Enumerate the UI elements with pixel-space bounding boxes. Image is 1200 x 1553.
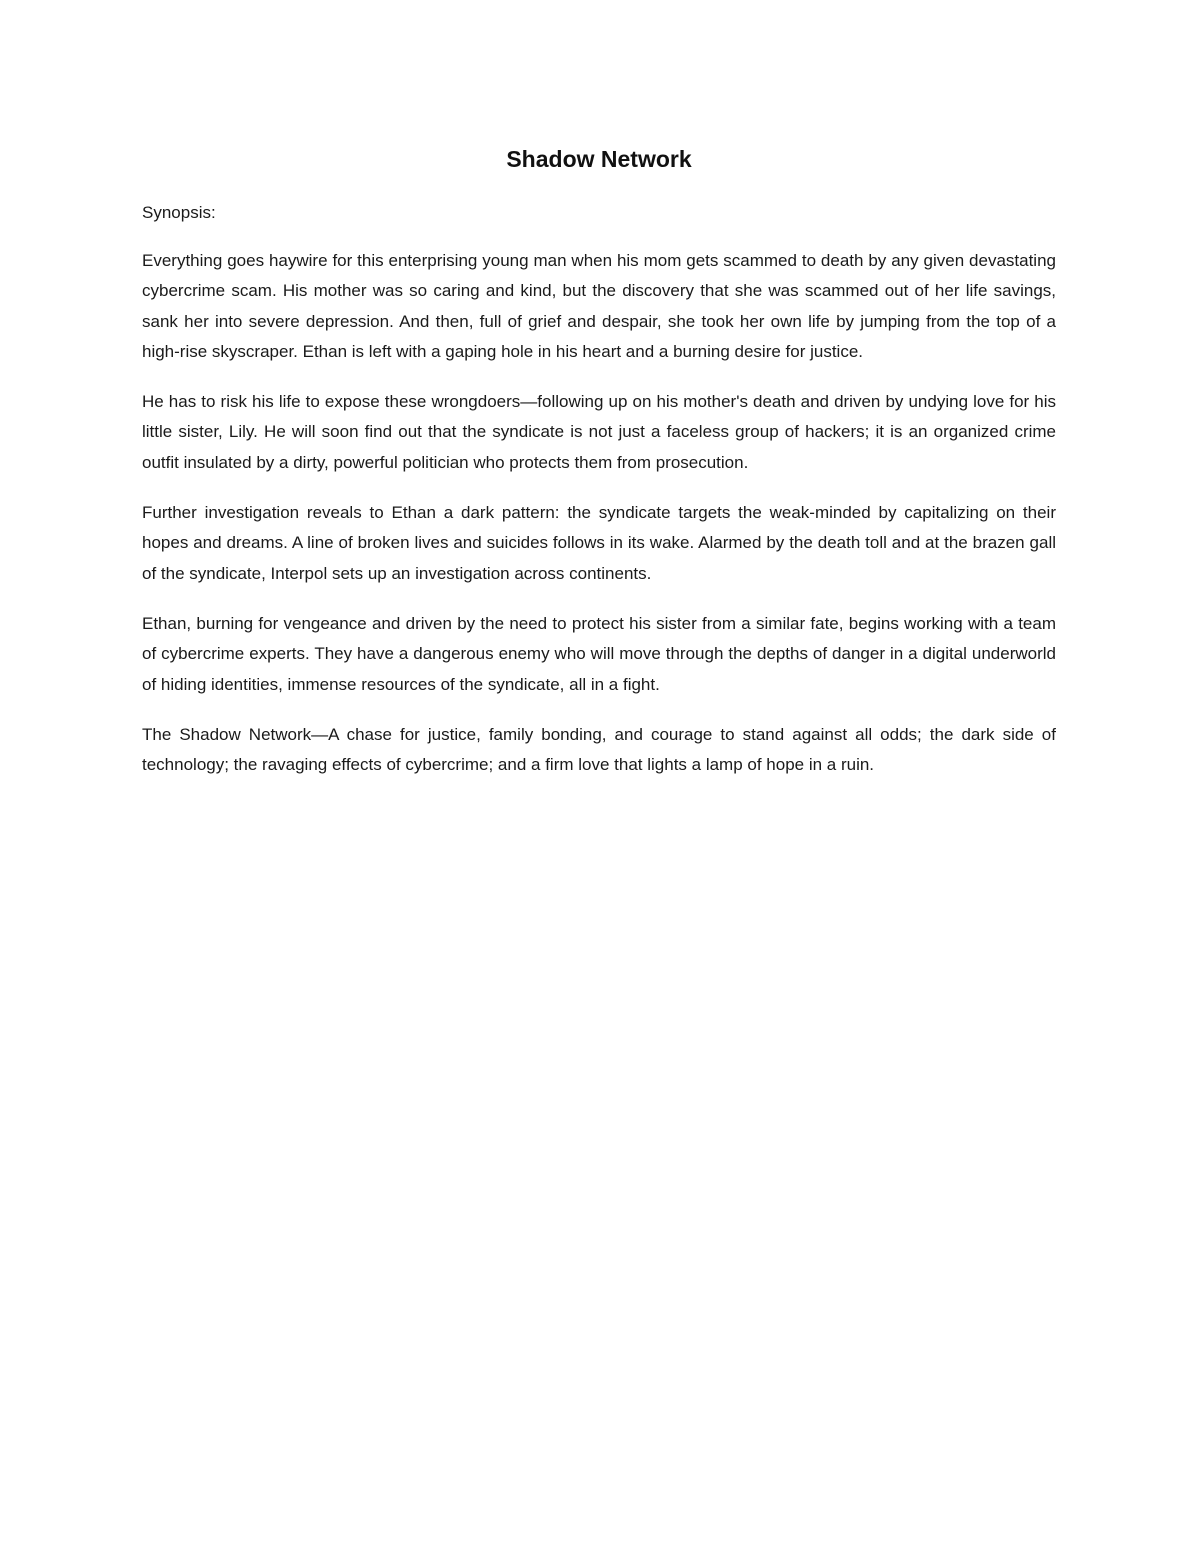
paragraph-3: Further investigation reveals to Ethan a dark pattern: the syndicate targets the weak-minded by capitalizing on their hopes and dreams. A line of broken lives and suicides follows in its wake. Alarmed by the death toll and at the brazen gall of the syndicate, Interpol sets up an investigation across continents. xyxy=(142,503,1056,583)
document-body xyxy=(142,142,1056,780)
paragraph-4: Ethan, burning for vengeance and driven by the need to protect his sister from a similar fate, begins working with a team of cybercrime experts. They have a dangerous enemy who will move through the depths of danger in a digital underworld of hiding identities, immense resources of the syndicate, all in a fight. xyxy=(142,613,1056,694)
synopsis-label: Synopsis: xyxy=(142,203,216,222)
paragraph-5: The Shadow Network—A chase for justice, family bonding, and courage to stand against all odds; the dark side of technology; the ravaging effects of cybercrime; and a firm love that lights a lamp of hope in a ruin. xyxy=(142,724,1056,775)
document-title: Shadow Network xyxy=(506,146,692,172)
paragraph-2: He has to risk his life to expose these wrongdoers—following up on his mother's death and driven by undying love for his little sister, Lily. He will soon find out that the syndicate is not just a faceless group of hackers; it is an organized crime outfit insulated by a dirty, powerful politician who protects them from prosecution. xyxy=(142,392,1056,472)
paragraph-1: Everything goes haywire for this enterprising young man when his mom gets scammed to death by any given devastating cybercrime scam. His mother was so caring and kind, but the discovery that she was scammed out of her life savings, sank her into severe depression. And then, full of grief and despair, she took her own life by jumping from the top of a high-rise skyscraper. Ethan is left with a gaping hole in his heart and a burning desire for justice. xyxy=(142,251,1056,361)
